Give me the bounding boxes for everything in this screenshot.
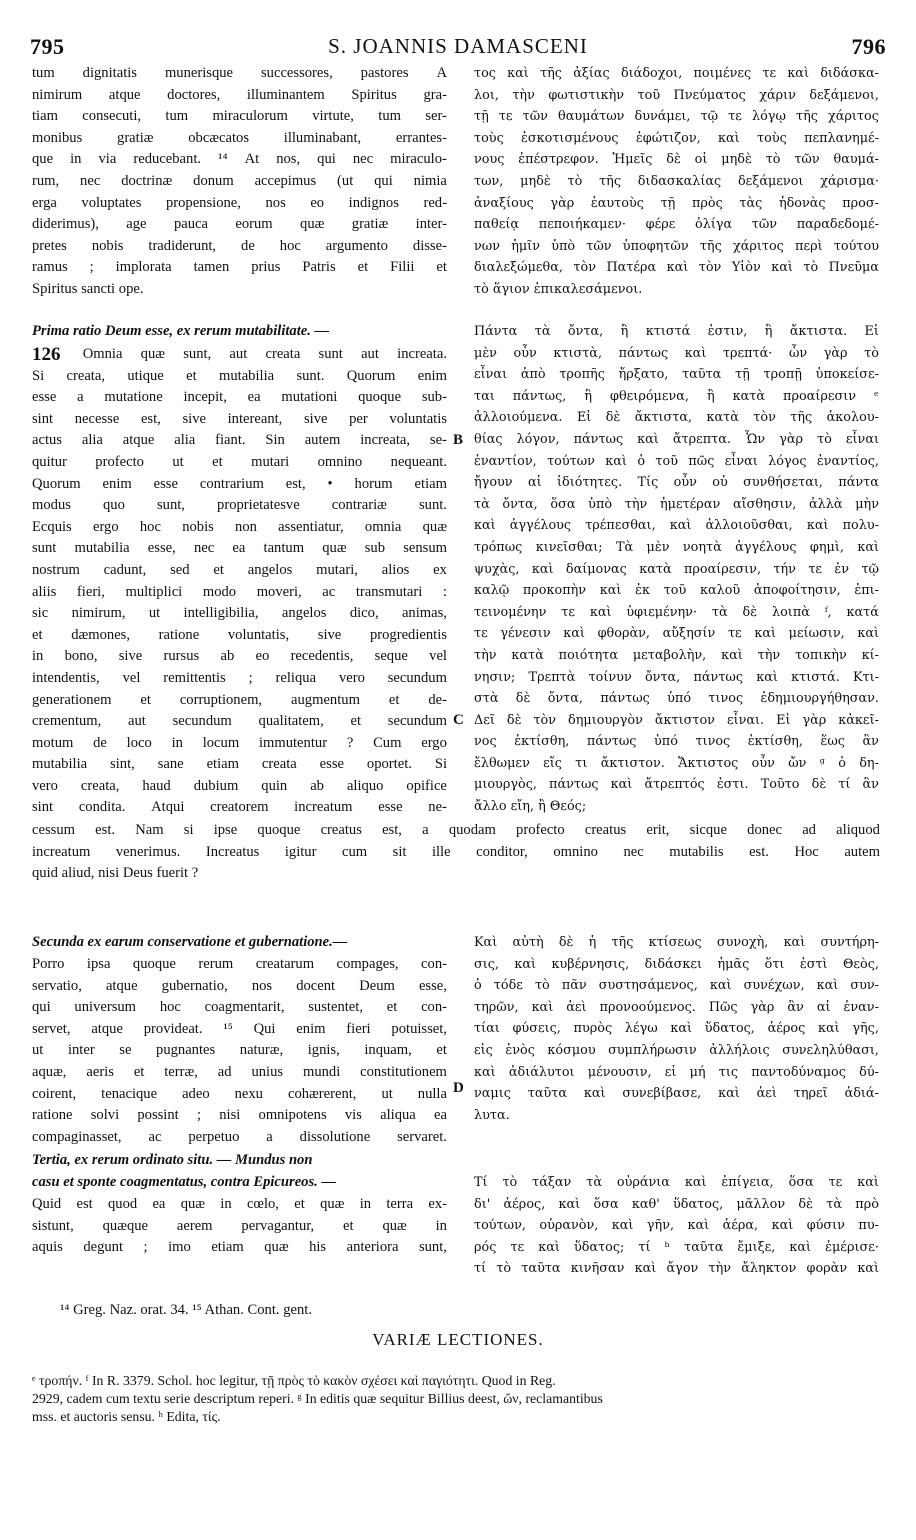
- text-line: intendentis, vel remittentis ; reliqua vero secundum: [32, 669, 447, 686]
- text-line: Καὶ αὐτὴ δὲ ἡ τῆς κτίσεως συνοχὴ, καὶ συντήρη-: [474, 935, 879, 950]
- margin-marker-c: C: [453, 712, 464, 728]
- text-line: νος ἐκτίσθη, πάντως ὑπό τινος ἐκτίσθη, ἕως ἂν: [474, 734, 879, 750]
- text-line: λοι, τὴν φωτιστικὴν τοῦ Πνεύματος χάριν δεξάμενοι,: [474, 87, 879, 103]
- text-line: sistunt, quæque aerem pervagantur, et quæ in: [32, 1217, 447, 1234]
- footnotes: ¹⁴ Greg. Naz. orat. 34. ¹⁵ Athan. Cont. gent.: [60, 1302, 312, 1318]
- text-line: τηρῶν, καὶ ἀεὶ προνοούμενος. Πῶς γὰρ ἂν αἱ ἐναν-: [474, 999, 879, 1015]
- text-line: servatio, atque gubernatio, nos docent Deum esse,: [32, 977, 447, 994]
- text-line: sint condita. Atqui creatorem increatum esse ne-: [32, 799, 447, 816]
- latin-heading-1: Prima ratio Deum esse, ex rerum mutabilitate. —: [32, 323, 330, 339]
- text-line: εἶναι ἀπὸ τροπῆς ἤρξατο, ταῦτα τῇ τροπῇ ὑποκείσε-: [474, 367, 879, 383]
- greek-paragraph-4: [474, 1172, 879, 1280]
- text-line: nimirum atque doctores, illuminantem Spiritus gra-: [32, 86, 447, 103]
- column-number: 126: [32, 344, 61, 365]
- text-line: monibus gratiæ obcæcatos illuminabant, errantes-: [32, 129, 447, 146]
- text-line: compaginasset, ac perpetuo a dissolutione servaret.: [32, 1128, 447, 1145]
- text-line: mutabilia sint, sane etiam creata esse oportet. Si: [32, 756, 447, 773]
- text-line: Δεῖ δὲ τὸν δημιουργὸν ἄκτιστον εἶναι. Εἰ γὰρ κἀκεῖ-: [474, 712, 879, 728]
- latin-heading-3a: Tertia, ex rerum ordinato situ. — Mundus non: [32, 1152, 313, 1168]
- text-line: servet, atque provideat. ¹⁵ Qui enim fieri potuisset,: [32, 1020, 447, 1037]
- text-line: ἐναντίον, τούτων καὶ ὁ τοῦ πῶς εἶναι λόγος ἐναντίος,: [474, 453, 879, 469]
- text-line: τὴν κατὰ ποιότητα μεταβολὴν, καὶ τὴν τοπικὴν κί-: [474, 647, 879, 663]
- text-line: τίαι φύσεις, πυρὸς λέγω καὶ ὕδατος, ἀέρος καὶ γῆς,: [474, 1021, 879, 1037]
- text-line: ramus ; implorata tamen prius Patris et Filii et: [32, 259, 447, 276]
- greek-paragraph-2: [474, 321, 879, 818]
- text-line: sunt mutabilia esse, nec ea tantum quæ sub sensum: [32, 540, 447, 557]
- left-page-number: 795: [30, 34, 65, 59]
- text-line: τος καὶ τῆς ἀξίας διάδοχοι, ποιμένες τε καὶ διδάσκα-: [474, 66, 879, 81]
- text-line: νους ἐπέστρεφον. Ἡμεῖς δὲ οἱ μηδὲ τὸ τῶν θαυμά-: [474, 152, 879, 168]
- text-line: μιουργὸς, πάντως καὶ ἄτρεπτός ἐστι. Τοῦτο δὲ τί ἂν: [474, 777, 879, 793]
- text-line: εἰς ἑνὸς κόσμου συμπλήρωσιν ἀλλήλοις συνεληλύθασι,: [474, 1042, 879, 1058]
- text-line: θίας λόγον, πάντως καὶ ἄτρεπτα. Ὧν γὰρ τὸ εἶναι: [474, 431, 879, 447]
- margin-marker-b: B: [453, 432, 464, 448]
- text-line: erga voluptates propensione, nos eo indignos red-: [32, 194, 447, 211]
- text-line: καὶ ἀγγέλους τρέπεσθαι, καὶ ἀλλοιοῦσθαι, καὶ πολυ-: [474, 518, 879, 534]
- text-line: pretes nobis tradiderunt, de hoc argumento disse-: [32, 237, 447, 254]
- text-line: τεινομένην τε καὶ ὑφιεμένην· τὰ δὲ λοιπὰ ᶠ, κατά: [474, 604, 879, 620]
- text-line: sint necesse est, sive intereant, sive per voluntatis: [32, 410, 447, 427]
- text-line: Quid est quod ea quæ in cœlo, et quæ in terra ex-: [32, 1196, 447, 1212]
- text-line: λυτα.: [474, 1107, 510, 1123]
- text-line: διαλεξώμεθα, τὸν Πατέρα καὶ τὸν Υἱὸν καὶ τὸ Πνεῦμα: [474, 260, 879, 276]
- text-line: τί τὸ ταῦτα κινῆσαν καὶ ἄγον τὴν ἄληκτον φορὰν καὶ: [474, 1261, 879, 1277]
- text-line: tum dignitatis munerisque successores, pastores A: [32, 65, 447, 81]
- text-line: νων ἡμῖν ὑπὸ τῶν ὑποφητῶν τῆς χάριτος περὶ τούτου: [474, 238, 879, 254]
- latin-paragraph-2: [32, 344, 447, 819]
- text-line: nostrum cadunt, sed et angelos mutari, alios ex: [32, 561, 447, 578]
- text-line: Porro ipsa quoque rerum creatarum compages, con-: [32, 956, 447, 972]
- text-line: esse a mutatione incepit, ea mutationi quoque sub-: [32, 389, 447, 406]
- text-line: μὲν οὖν κτιστὰ, πάντως καὶ τρεπτά· ὧν γὰρ τὸ: [474, 345, 879, 361]
- latin-paragraph-1: [32, 63, 447, 301]
- text-line: ρός τε καὶ ὕδατος; τί ʰ ταῦτα ἔμιξε, καὶ ἐμέρισε·: [474, 1239, 879, 1255]
- text-line: Spiritus sancti ope.: [32, 280, 144, 297]
- text-line: τούτων, οὐρανὸν, καὶ γῆν, καὶ ἀέρα, καὶ φύσιν πυ-: [474, 1218, 879, 1234]
- text-line: que in via reducebant. ¹⁴ At nos, qui nec miraculo-: [32, 151, 447, 168]
- margin-marker-d: D: [453, 1080, 464, 1096]
- text-line: στὰ δὲ ὄντα, πάντως ὑπό τινος ἐδημιουργήθησαν.: [474, 691, 879, 707]
- text-line: καὶ ἀδιάλυτοι μένουσιν, εἰ μή τις παντοδύναμος δύ-: [474, 1064, 879, 1080]
- text-line: ἄλλο εἴη, ἢ Θεός;: [474, 799, 587, 815]
- text-line: 126 Omnia quæ sunt, aut creata sunt aut increata.: [32, 344, 447, 365]
- text-line: motum de loco in locum immutentur ? Cum ergo: [32, 734, 447, 751]
- text-line: crementum, aut secundum qualitatem, et secundum: [32, 713, 447, 730]
- text-line: quid aliud, nisi Deus fuerit ?: [32, 865, 199, 882]
- text-line: cessum est. Nam si ipse quoque creatus est, a quodam profecto creatus erit, sicque donec ad aliquod: [32, 822, 880, 838]
- text-line: sic nimirum, ut intelligibilia, angelos dico, animas,: [32, 605, 447, 622]
- text-line: ἔλθωμεν εἴς τι ἄκτιστον. Ἄκτιστος οὖν ὤν ᵍ ὁ δη-: [474, 755, 879, 771]
- text-line: Si creata, utique et mutabilia sunt. Quorum enim: [32, 367, 447, 384]
- text-line: coirent, tenacique adeo nexu cohærerent, ut nulla: [32, 1085, 447, 1102]
- text-line: τὰ ὄντα, ὅσα ὑπὸ τὴν ἡμετέραν αἴσθησιν, ἀλλὰ μὴν: [474, 496, 879, 512]
- text-line: ἀναξίους γὰρ ἑαυτοὺς τῇ πρὸς τὰς ἡδονὰς προσ-: [474, 195, 879, 211]
- variae-lectiones-title: VARIÆ LECTIONES.: [372, 1330, 544, 1349]
- text-line: των, μηδὲ τὸ τῆς διδασκαλίας δεξάμενοι χάρισμα·: [474, 173, 879, 189]
- text-line: ut inter se pugnantes naturæ, ignis, inquam, et: [32, 1042, 447, 1059]
- text-line: Πάντα τὰ ὄντα, ἢ κτιστά ἐστιν, ἢ ἄκτιστα. Εἰ: [474, 324, 879, 339]
- text-line: rum, nec doctrinæ donum accepimus (ut qui nimia: [32, 172, 447, 189]
- latin-heading-3b: casu et sponte coagmentatus, contra Epicureos. —: [32, 1174, 337, 1190]
- text-line: τὸ ἅγιον ἐπικαλεσάμενοι.: [474, 281, 643, 297]
- text-line: ratione solvi possint ; nisi omnipotens vis aliqua ea: [32, 1107, 447, 1124]
- full-width-text: [32, 820, 880, 885]
- text-line: τοὺς ἐσκοτισμένους ἐφώτιζον, καὶ τοὺς πεπλανημέ-: [474, 130, 879, 146]
- text-line: Ecquis ergo hoc nobis non assentiatur, omnia quæ: [32, 518, 447, 535]
- text-line: in bono, sive rursus ab eo recedentis, seque vel: [32, 648, 447, 665]
- text-line: ἤγουν αἱ ἰδιότητες. Τίς οὖν οὐ συνθήσεται, πάντα: [474, 475, 879, 491]
- variae-lectiones: [32, 1372, 880, 1426]
- variant-line: ᵉ τροπήν. ᶠ In R. 3379. Schol. hoc legitur, τῇ πρὸς τὸ κακὸν σχέσει καὶ παγιότητι. Quod in Reg.: [32, 1373, 556, 1388]
- text-line: diderimus), age pauca eorum quæ gratiæ inter-: [32, 216, 447, 233]
- text-line: tiam consecuti, tum miraculorum virtute, tum ser-: [32, 108, 447, 125]
- text-line: Τί τὸ τάξαν τὰ οὐράνια καὶ ἐπίγεια, ὅσα τε καὶ: [474, 1175, 879, 1190]
- text-line: σις, καὶ κυβέρνησις, διδάσκει ἡμᾶς ὅτι ἐστὶ Θεὸς,: [474, 956, 879, 972]
- text-line: et dæmones, ratione voluntatis, sive progredientis: [32, 626, 447, 643]
- greek-paragraph-3: [474, 932, 879, 1126]
- text-line: ὁ τόδε τὸ πᾶν συστησάμενος, καὶ συνέχων, καὶ συν-: [474, 978, 879, 994]
- text-line: actus alia atque alia fiant. Sin autem increata, se-: [32, 432, 447, 449]
- text-line: ται πάντως, ἢ φθειρόμενα, ἢ κατὰ προαίρεσιν ᵉ: [474, 388, 879, 404]
- text-line: δι' ἀέρος, καὶ ὅσα καθ' ὕδατος, μᾶλλον δὲ τὰ πρὸ: [474, 1196, 879, 1212]
- text-line: παθείᾳ πεποιήκαμεν· φέρε ὀλίγα τῶν παραδεδομέ-: [474, 217, 879, 233]
- text-line: aquæ, aeris et terræ, ad unius mundi constitutionem: [32, 1063, 447, 1080]
- text-line: increatum venerimus. Increatus igitur cum sit ille conditor, omnino nec mutabilis est. Hoc autem: [32, 843, 880, 860]
- text-line: aliis fieri, multiplici modo moveri, ac transmutari :: [32, 583, 447, 600]
- text-line: τῇ τε τῶν θαυμάτων δυνάμει, τῷ τε λόγῳ τῆς χάριτος: [474, 109, 879, 125]
- text-line: modus quo sunt, proprietatesve contrariæ sunt.: [32, 497, 447, 514]
- text-line: vero creata, haud dubium quin ab aliquo opifice: [32, 777, 447, 794]
- running-title: S. JOANNIS DAMASCENI: [328, 34, 588, 58]
- variant-line: mss. et auctoris sensu. ʰ Edita, τίς.: [32, 1409, 221, 1424]
- text-line: τε γένεσιν καὶ φθορὰν, αὔξησίν τε καὶ μείωσιν, καὶ: [474, 626, 879, 642]
- text-line: quitur profecto ut et mutari omnino nequeant.: [32, 453, 447, 470]
- text-line: aquis degunt ; imo etiam quæ his anteriora sunt,: [32, 1239, 447, 1256]
- text-line: ψυχὰς, καὶ δαίμονας κατὰ προαίρεσιν, τήν τε ἐν τῷ: [474, 561, 879, 577]
- right-page-number: 796: [851, 34, 886, 59]
- running-header: [30, 34, 886, 64]
- text-line: Quorum enim esse contrarium est, • horum etiam: [32, 475, 447, 492]
- text-line: νησιν; Τρεπτὰ τοίνυν ὄντα, πάντως καὶ κτιστά. Κτι-: [474, 669, 879, 685]
- greek-paragraph-1: [474, 63, 879, 301]
- latin-paragraph-4: [32, 1194, 447, 1259]
- latin-heading-2: Secunda ex earum conservatione et gubernatione.—: [32, 934, 348, 950]
- latin-paragraph-3: [32, 954, 447, 1148]
- text-line: καλῷ προκοπὴν καὶ ἐκ τοῦ καλοῦ ἀποφοίτησιν, ἐπι-: [474, 583, 879, 599]
- text-line: ναμις ταῦτα καὶ συνεβίβασε, καὶ ἀεὶ τηρεῖ ἀδιά-: [474, 1086, 879, 1102]
- variant-line: 2929, cadem cum textu serie descriptum reperi. ᵍ In editis quæ sequitur Billius deest, ὤν, reclamantibus: [32, 1391, 603, 1406]
- text-line: ἀλλοιούμενα. Εἰ δὲ ἄκτιστα, κατὰ τὸν τῆς ἀκολου-: [474, 410, 879, 426]
- text-line: τρόπως κινεῖσθαι; Τὰ μὲν νοητὰ ἀγγέλους φημὶ, καὶ: [474, 539, 879, 555]
- text-line: generationem et corruptionem, augmentum et de-: [32, 691, 447, 708]
- text-line: qui universum hoc coagmentarit, sustentet, et con-: [32, 999, 447, 1016]
